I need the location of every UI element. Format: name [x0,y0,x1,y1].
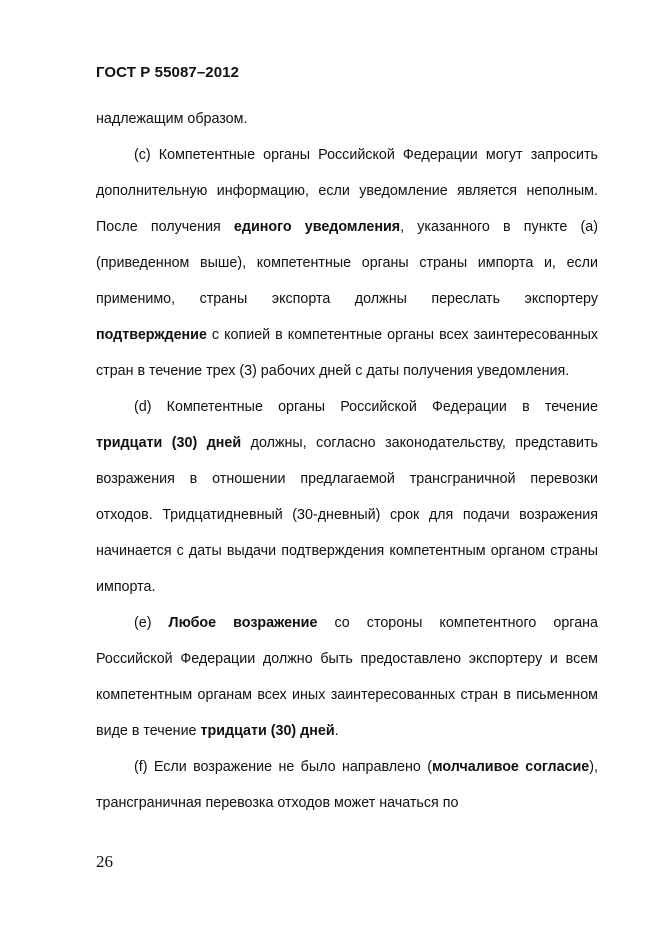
paragraph-text: , указанного в пункте (a) (приведенном выше), компетентные органы страны импорта и, если применимо, страны экспорта должны переслать экспортеру [96,219,598,307]
bold-term: подтверждение [96,327,207,343]
document-body [96,101,598,821]
paragraph-continuation [96,101,598,137]
paragraph-text: с копией в компетентные органы всех заинтересованных стран в течение трех (3) рабочих дней с даты получения уведомления. [96,327,598,379]
paragraph-text: должны, согласно законодательству, представить возражения в отношении предлагаемой трансграничной перевозки отходов. Тридцатидневный (30-дневный) срок для подачи возражения начинается с даты выдачи подтверждения компетентным органом страны импорта. [96,435,599,595]
bold-term: молчаливое согласие [431,759,590,775]
paragraph-text: со стороны компетентного органа Российской Федерации должно быть предоставлено экспортеру и всем компетентным органам всех иных заинтересованных стран в письменном виде в течение [96,615,598,739]
paragraph-text: . [334,723,339,739]
paragraph-text: (c) Компетентные органы Российской Федерации могут запросить дополнительную информацию, если уведомление является неполным. После получения [96,147,598,235]
paragraph-text: (f) Если возражение не было направлено ( [134,759,432,775]
page-number: 26 [96,852,113,871]
bold-term: тридцати (30) дней [96,435,242,451]
bold-term: единого уведомления [233,219,401,235]
paragraph-text: ), трансграничная перевозка отходов может начаться по [96,759,598,811]
paragraph-e [96,605,598,749]
paragraph-text: (d) Компетентные органы Российской Федерации в течение [134,399,598,415]
paragraph-f [96,749,598,821]
document-header: ГОСТ Р 55087–2012 [96,64,240,81]
paragraph-d [96,389,598,605]
paragraph-c [96,137,598,389]
paragraph-text: надлежащим образом. [96,111,248,127]
bold-term: тридцати (30) дней [200,723,335,739]
paragraph-text: (e) [134,615,169,631]
bold-term: Любое возражение [168,615,318,631]
